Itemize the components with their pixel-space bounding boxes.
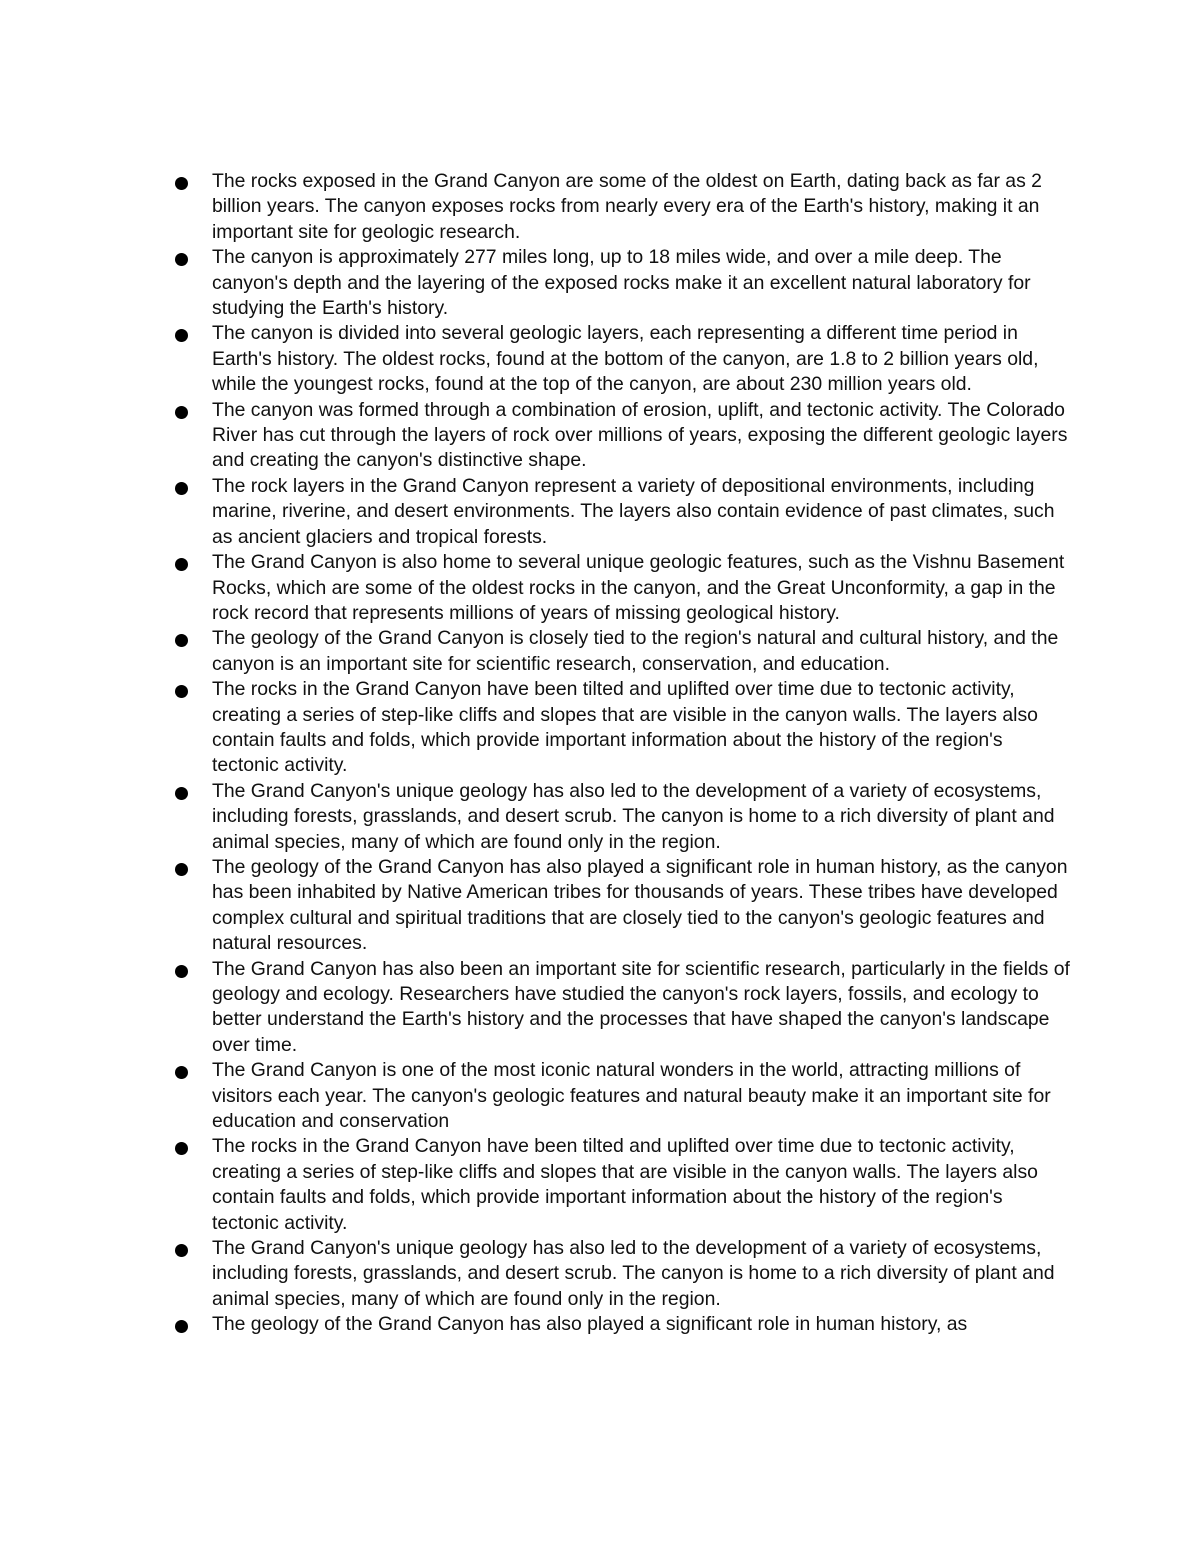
bullet-icon [175, 1320, 188, 1333]
bullet-icon [175, 329, 188, 342]
list-item [212, 245, 1072, 321]
list-item-text: The Grand Canyon has also been an important site for scientific research, particularly in the fields of geology and ecology. Researchers have studied the canyon's rock layers, fossils, and ecology to better understand the Earth's history and the processes that have shaped the canyon's landscape over time. [212, 957, 1070, 1056]
bullet-icon [175, 406, 188, 419]
bullet-icon [175, 253, 188, 266]
list-item-text: The rock layers in the Grand Canyon represent a variety of depositional environments, including marine, riverine, and desert environments. The layers also contain evidence of past climates, such as ancient glaciers and tropical forests. [212, 474, 1055, 548]
list-item [212, 1058, 1072, 1134]
list-item [212, 957, 1072, 1059]
bullet-icon [175, 863, 188, 876]
list-item [212, 1134, 1072, 1236]
bullet-icon [175, 1142, 188, 1155]
list-item [212, 677, 1072, 779]
list-item [212, 398, 1072, 474]
bullet-icon [175, 965, 188, 978]
bullet-icon [175, 177, 188, 190]
list-item [212, 779, 1072, 855]
list-item-text: The canyon was formed through a combination of erosion, uplift, and tectonic activity. The Colorado River has cut through the layers of rock over millions of years, exposing the different geologic layers and creating the canyon's distinctive shape. [212, 398, 1068, 472]
list-item [212, 626, 1072, 677]
list-item-text: The Grand Canyon's unique geology has also led to the development of a variety of ecosystems, including forests, grasslands, and desert scrub. The canyon is home to a rich diversity of plant and animal species, many of which are found only in the region. [212, 779, 1055, 853]
bullet-icon [175, 634, 188, 647]
list-item [212, 550, 1072, 626]
list-item-text: The rocks in the Grand Canyon have been tilted and uplifted over time due to tectonic activity, creating a series of step-like cliffs and slopes that are visible in the canyon walls. The layers also contain faults and folds, which provide important information about the history of the region's tectonic activity. [212, 1135, 1038, 1234]
list-item-text: The geology of the Grand Canyon has also played a significant role in human history, as [212, 1313, 968, 1336]
bullet-icon [175, 482, 188, 495]
bullet-icon [175, 1244, 188, 1257]
list-item [212, 474, 1072, 550]
list-item [212, 1312, 1072, 1337]
list-item-text: The geology of the Grand Canyon has also played a significant role in human history, as the canyon has been inhabited by Native American tribes for thousands of years. These tribes have developed complex cultural and spiritual traditions that are closely tied to the canyon's geologic features and natural resources. [212, 855, 1068, 955]
list-item-text: The Grand Canyon is one of the most iconic natural wonders in the world, attracting millions of visitors each year. The canyon's geologic features and natural beauty make it an important site for education and conservation [212, 1059, 1051, 1133]
bullet-icon [175, 1066, 188, 1079]
list-item [212, 1236, 1072, 1312]
list-item-text: The rocks in the Grand Canyon have been tilted and uplifted over time due to tectonic activity, creating a series of step-like cliffs and slopes that are visible in the canyon walls. The layers also contain faults and folds, which provide important information about the history of the region's tectonic activity. [212, 678, 1038, 777]
list-item-text: The Grand Canyon is also home to several unique geologic features, such as the Vishnu Basement Rocks, which are some of the oldest rocks in the canyon, and the Great Unconformity, a gap in the rock record that represents millions of years of missing geological history. [212, 551, 1065, 624]
list-item-text: The rocks exposed in the Grand Canyon are some of the oldest on Earth, dating back as far as 2 billion years. The canyon exposes rocks from nearly every era of the Earth's history, making it an important site for geologic research. [212, 170, 1042, 243]
list-item [212, 855, 1072, 957]
list-item-text: The geology of the Grand Canyon is closely tied to the region's natural and cultural history, and the canyon is an important site for scientific research, conservation, and education. [212, 627, 1059, 675]
bullet-icon [175, 787, 188, 800]
list-item-text: The canyon is approximately 277 miles long, up to 18 miles wide, and over a mile deep. The canyon's depth and the layering of the exposed rocks make it an excellent natural laboratory for studying the Earth's history. [212, 246, 1031, 320]
bullet-icon [175, 558, 188, 571]
list-item-text: The canyon is divided into several geologic layers, each representing a different time period in Earth's history. The oldest rocks, found at the bottom of the canyon, are 1.8 to 2 billion years old, while the youngest rocks, found at the top of the canyon, are about 230 million years old. [212, 322, 1039, 396]
list-item [212, 321, 1072, 397]
list-item [212, 169, 1072, 245]
bullet-icon [175, 685, 188, 698]
list-item-text: The Grand Canyon's unique geology has also led to the development of a variety of ecosystems, including forests, grasslands, and desert scrub. The canyon is home to a rich diversity of plant and animal species, many of which are found only in the region. [212, 1237, 1055, 1310]
bullet-list [212, 169, 1072, 1338]
